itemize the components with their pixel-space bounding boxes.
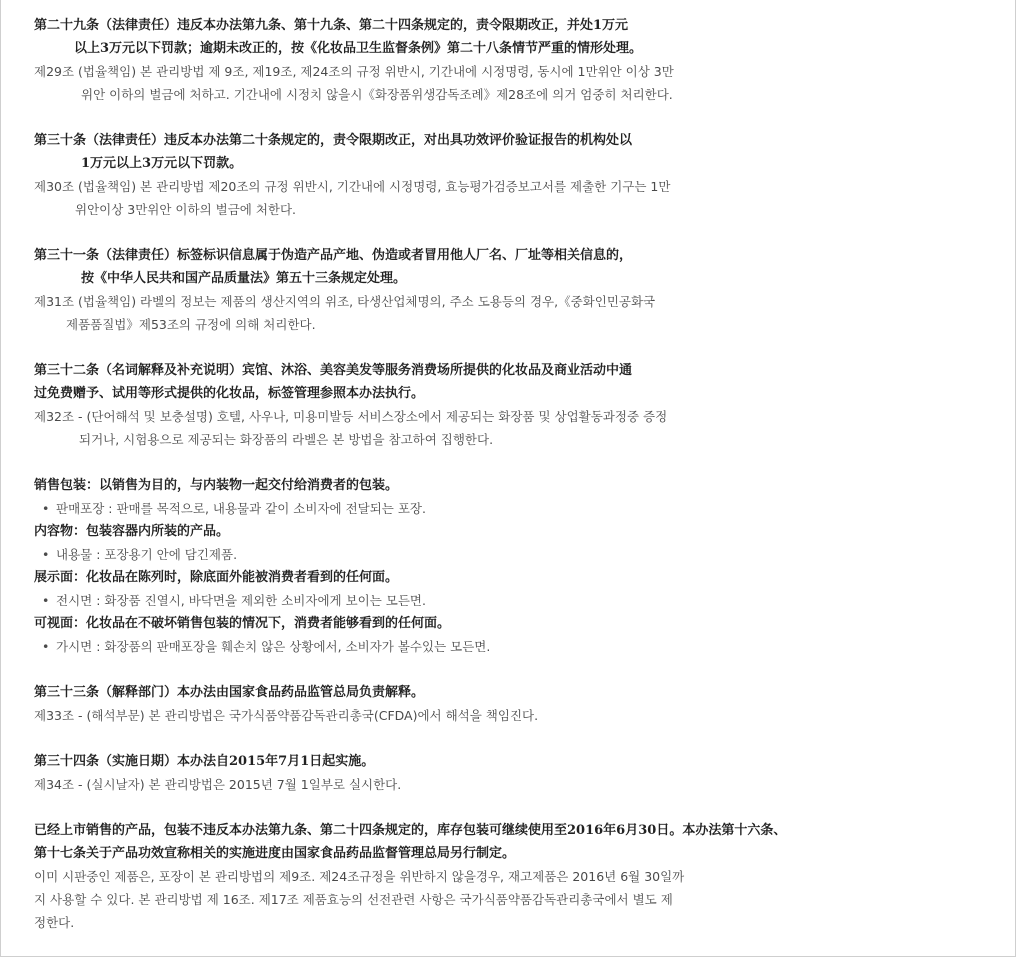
definition-zh-sales-packaging: 销售包装：以销售为目的，与内装物一起交付给消费者的包装。 [34, 478, 399, 493]
definition-ko-text: 전시면 : 화장품 진열시, 바닥면을 제외한 소비자에게 보이는 모든면. [56, 593, 426, 608]
bullet-icon: • [42, 547, 50, 562]
article-29-ko-line-1: 제29조 (법율책임) 본 관리방법 제 9조, 제19조, 제24조의 규정 위반시, 기간내에 시정명령, 동시에 1만위안 이상 3만 [34, 64, 674, 79]
article-30-zh-line-2: 1万元以上3万元以下罚款。 [81, 156, 243, 171]
definition-zh-contents: 内容物：包装容器内所装的产品。 [34, 524, 230, 539]
document-body [34, 14, 994, 934]
definition-ko-text: 판매포장 : 판매를 목적으로, 내용물과 같이 소비자에 전달되는 포장. [56, 501, 426, 516]
article-29-ko-line-2: 위안 이하의 벌금에 처하고. 기간내에 시정치 않을시《화장품위생감독조례》제28조에 의거 엄중히 처리한다. [81, 87, 673, 102]
article-30-ko-line-2: 위안이상 3만위안 이하의 벌금에 처한다. [75, 202, 297, 217]
definitions-list [34, 474, 994, 658]
spacer [34, 221, 994, 244]
article-34-ko: 제34조 - (실시날자) 본 관리방법은 2015년 7월 1일부로 실시한다. [34, 777, 402, 792]
article-32-zh-line-2: 过免费赠予、试用等形式提供的化妆品，标签管理参照本办法执行。 [34, 386, 425, 401]
definition-ko-text: 내용물 : 포장용기 안에 담긴제품. [56, 547, 238, 562]
spacer [34, 658, 994, 681]
closing-ko-line-2: 지 사용할 수 있다. 본 관리방법 제 16조. 제17조 제품효능의 선전관련 사항은 국가식품약품감독관리총국에서 별도 제 [34, 892, 673, 907]
spacer [34, 727, 994, 750]
spacer [34, 106, 994, 129]
definition-zh-visible-surface: 可视面：化妆品在不破坏销售包装的情况下，消费者能够看到的任何面。 [34, 616, 451, 631]
definition-ko-text: 가시면 : 화장품의 판매포장을 훼손치 않은 상황에서, 소비자가 볼수있는 모든면. [56, 639, 491, 654]
closing-zh-line-2: 第十七条关于产品功效宣称相关的实施进度由国家食品药品监督管理总局另行制定。 [34, 846, 516, 861]
bullet-icon: • [42, 593, 50, 608]
article-33-zh: 第三十三条（解释部门）本办法由国家食品药品监管总局负责解释。 [34, 685, 425, 700]
article-29-zh-line-1: 第二十九条（法律责任）违反本办法第九条、第十九条、第二十四条规定的，责令限期改正，并处1万元 [34, 18, 629, 33]
article-29-zh-line-2: 以上3万元以下罚款；逾期未改正的，按《化妆品卫生监督条例》第二十八条情节严重的情形处理。 [74, 41, 643, 56]
definition-ko-contents [34, 543, 994, 566]
article-30-ko-line-1: 제30조 (법율책임) 본 관리방법 제20조의 규정 위반시, 기간내에 시정명령, 효능평가검증보고서를 제출한 기구는 1만 [34, 179, 671, 194]
definition-ko-sales-packaging [34, 497, 994, 520]
spacer [34, 796, 994, 819]
article-30-zh-line-1: 第三十条（法律责任）违反本办法第二十条规定的，责令限期改正，对出具功效评价验证报告的机构处以 [34, 133, 633, 148]
article-32-ko-line-2: 되거나, 시험용으로 제공되는 화장품의 라벨은 본 방법을 참고하여 집행한다. [79, 432, 494, 447]
closing-ko-line-1: 이미 시판중인 제품은, 포장이 본 관리방법의 제9조. 제24조규정을 위반하지 않을경우, 재고제품은 2016년 6월 30일까 [34, 869, 685, 884]
article-31-ko-line-2: 제품품질법》제53조의 규정에 의해 처리한다. [66, 317, 316, 332]
spacer [34, 336, 994, 359]
article-34-zh: 第三十四条（实施日期）本办法自2015年7月1日起实施。 [34, 754, 375, 769]
article-31-zh-line-2: 按《中华人民共和国产品质量法》第五十三条规定处理。 [81, 271, 407, 286]
article-32 [34, 359, 994, 451]
bullet-icon: • [42, 501, 50, 516]
article-31-ko-line-1: 제31조 (법율책임) 라벨의 정보는 제품의 생산지역의 위조, 타생산업체명의, 주소 도용등의 경우,《중화인민공화국 [34, 294, 656, 309]
article-33-ko: 제33조 - (해석부문) 본 관리방법은 국가식품약품감독관리총국(CFDA)에서 해석을 책임진다. [34, 708, 539, 723]
definition-zh-display-surface: 展示面：化妆品在陈列时，除底面外能被消费者看到的任何面。 [34, 570, 399, 585]
article-29 [34, 14, 994, 106]
bullet-icon: • [42, 639, 50, 654]
article-32-ko-line-1: 제32조 - (단어해석 및 보충설명) 호텔, 사우나, 미용미발등 서비스장소에서 제공되는 화장품 및 상업활동과정중 증정 [34, 409, 668, 424]
closing-ko-line-3: 정한다. [34, 915, 75, 930]
article-32-zh-line-1: 第三十二条（名词解释及补充说明）宾馆、沐浴、美容美发等服务消费场所提供的化妆品及商业活动中通 [34, 363, 633, 378]
closing-paragraph [34, 819, 994, 934]
article-34 [34, 750, 994, 796]
definition-ko-display-surface [34, 589, 994, 612]
article-31 [34, 244, 994, 336]
closing-zh-line-1: 已经上市销售的产品，包装不违反本办法第九条、第二十四条规定的，库存包装可继续使用至2016年6月30日。本办法第十六条、 [34, 823, 787, 838]
article-30 [34, 129, 994, 221]
definition-ko-visible-surface [34, 635, 994, 658]
spacer [34, 451, 994, 474]
article-31-zh-line-1: 第三十一条（法律责任）标签标识信息属于伪造产品产地、伪造或者冒用他人厂名、厂址等相关信息的， [34, 248, 633, 263]
article-33 [34, 681, 994, 727]
